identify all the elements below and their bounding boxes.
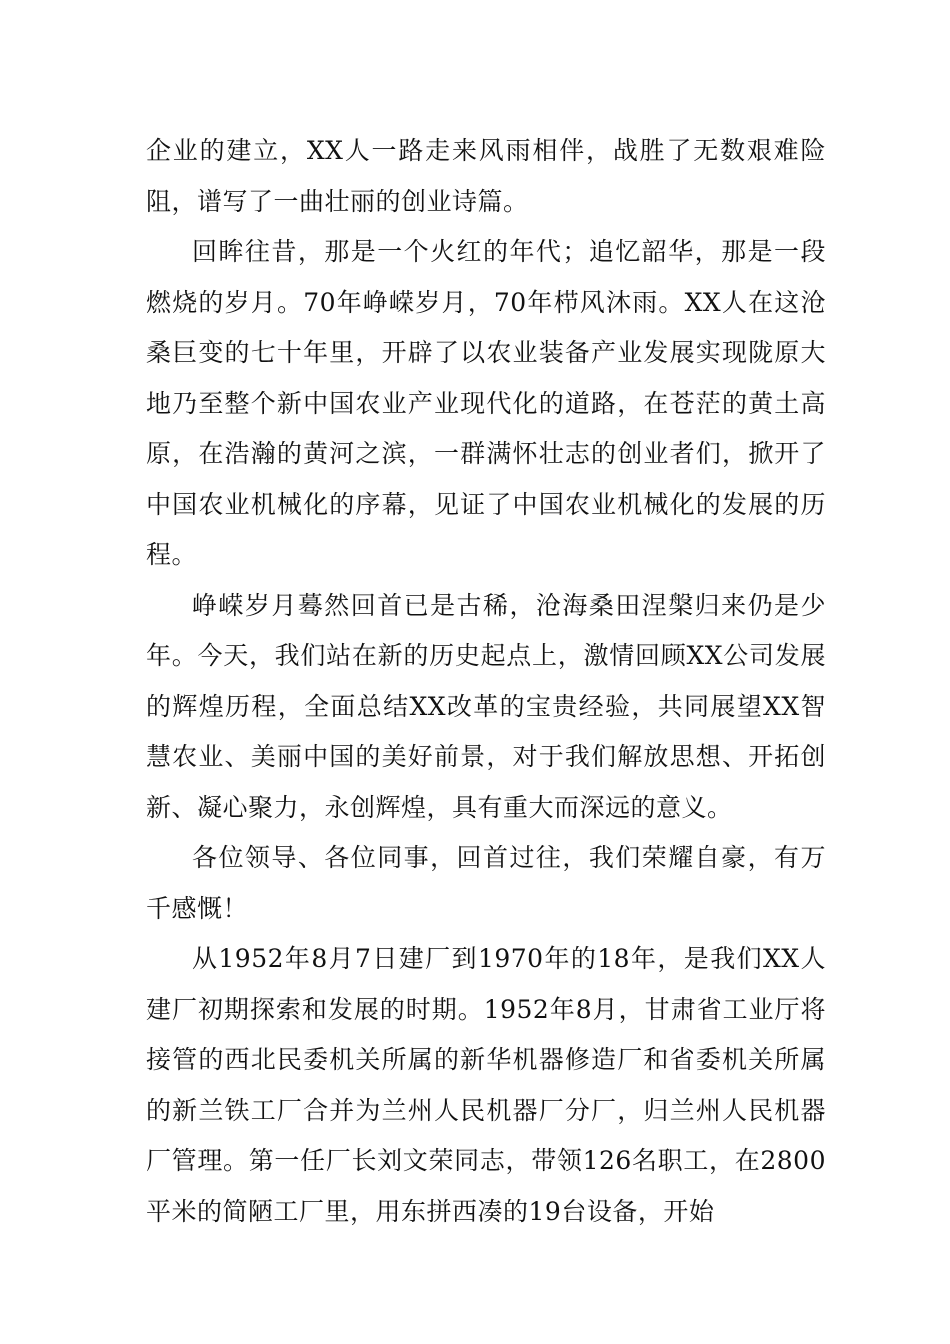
paragraph-1: 企业的建立，XX人一路走来风雨相伴，战胜了无数艰难险阻，谱写了一曲壮丽的创业诗篇。 xyxy=(146,136,826,216)
paragraph-3: 峥嵘岁月蓦然回首已是古稀，沧海桑田涅槃归来仍是少年。今天，我们站在新的历史起点上，激情回顾XX公司发展的辉煌历程，全面总结XX改革的宝贵经验，共同展望XX智慧农业、美丽中国的美好前景，对于我们解放思想、开拓创新、凝心聚力，永创辉煌，具有重大而深远的意义。 xyxy=(146,590,826,822)
paragraph-5: 从1952年8月7日建厂到1970年的18年，是我们XX人建厂初期探索和发展的时期。1952年8月，甘肃省工业厅将接管的西北民委机关所属的新华机器修造厂和省委机关所属的新兰铁工厂合并为兰州人民机器厂分厂，归兰州人民机器厂管理。第一任厂长刘文荣同志，带领126名职工，在2800平米的简陋工厂里，用东拼西凑的19台设备，开始 xyxy=(146,944,826,1226)
paragraph-2: 回眸往昔，那是一个火红的年代；追忆韶华，那是一段燃烧的岁月。70年峥嵘岁月，70年栉风沐雨。XX人在这沧桑巨变的七十年里，开辟了以农业装备产业发展实现陇原大地乃至整个新中国农业产业现代化的道路，在苍茫的黄土高原，在浩瀚的黄河之滨，一群满怀壮志的创业者们，掀开了中国农业机械化的序幕，见证了中国农业机械化的发展的历程。 xyxy=(146,237,826,569)
paragraph-4: 各位领导、各位同事，回首过往，我们荣耀自豪，有万千感慨！ xyxy=(146,843,826,923)
document-body xyxy=(146,126,826,1237)
